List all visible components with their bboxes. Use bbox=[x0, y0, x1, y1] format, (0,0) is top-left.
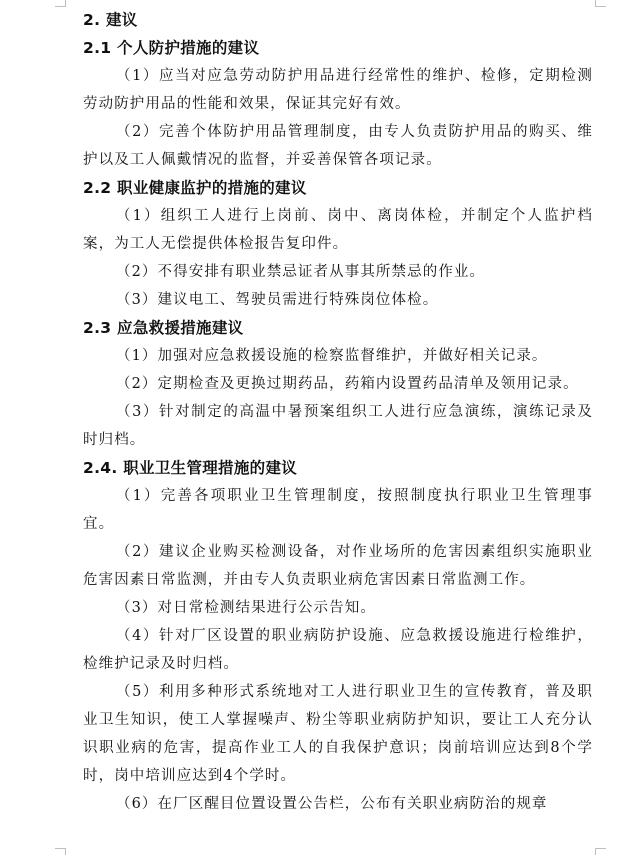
paragraph: （2）完善个体防护用品管理制度，由专人负责防护用品的购买、维护以及工人佩戴情况的监督，并妥善保管各项记录。 bbox=[83, 124, 593, 168]
page-corner-mark bbox=[595, 0, 606, 7]
page-corner-mark bbox=[595, 848, 606, 855]
paragraph: （1）加强对应急救援设施的检察监督维护，并做好相关记录。 bbox=[116, 348, 548, 364]
section-heading: 2.4. 职业卫生管理措施的建议 bbox=[83, 459, 298, 477]
paragraph: （1）应当对应急劳动防护用品进行经常性的维护、检修，定期检测劳动防护用品的性能和效果，保证其完好有效。 bbox=[83, 68, 593, 112]
section-heading: 2.2 职业健康监护的措施的建议 bbox=[83, 179, 307, 197]
section-heading: 2.3 应急救援措施建议 bbox=[83, 319, 244, 337]
paragraph: （4）针对厂区设置的职业病防护设施、应急救援设施进行检维护，检维护记录及时归档。 bbox=[83, 628, 593, 672]
paragraph: （3）针对制定的高温中暑预案组织工人进行应急演练，演练记录及时归档。 bbox=[83, 404, 593, 448]
paragraph: （6）在厂区醒目位置设置公告栏，公布有关职业病防治的规章 bbox=[116, 796, 548, 812]
paragraph: （3）建议电工、驾驶员需进行特殊岗位体检。 bbox=[116, 292, 439, 308]
paragraph: （1）完善各项职业卫生管理制度，按照制度执行职业卫生管理事宜。 bbox=[83, 488, 593, 532]
paragraph: （2）不得安排有职业禁忌证者从事其所禁忌的作业。 bbox=[116, 264, 486, 280]
paragraph: （5）利用多种形式系统地对工人进行职业卫生的宣传教育，普及职业卫生知识，使工人掌握噪声、粉尘等职业病防护知识，要让工人充分认识职业病的危害，提高作业工人的自我保护意识；岗前培训应达到8个学时，岗中培训应达到4个学时。 bbox=[83, 684, 593, 784]
document-body bbox=[83, 6, 593, 818]
paragraph: （3）对日常检测结果进行公示告知。 bbox=[116, 600, 376, 616]
paragraph: （2）建议企业购买检测设备，对作业场所的危害因素组织实施职业危害因素日常监测，并由专人负责职业病危害因素日常监测工作。 bbox=[83, 544, 593, 588]
section-heading: 2.1 个人防护措施的建议 bbox=[83, 39, 260, 57]
page-corner-mark bbox=[55, 848, 66, 855]
paragraph: （1）组织工人进行上岗前、岗中、离岗体检，并制定个人监护档案，为工人无偿提供体检报告复印件。 bbox=[83, 208, 593, 252]
section-heading: 2. 建议 bbox=[83, 11, 138, 29]
paragraph: （2）定期检查及更换过期药品，药箱内设置药品清单及领用记录。 bbox=[116, 376, 579, 392]
page-corner-mark bbox=[55, 0, 66, 7]
